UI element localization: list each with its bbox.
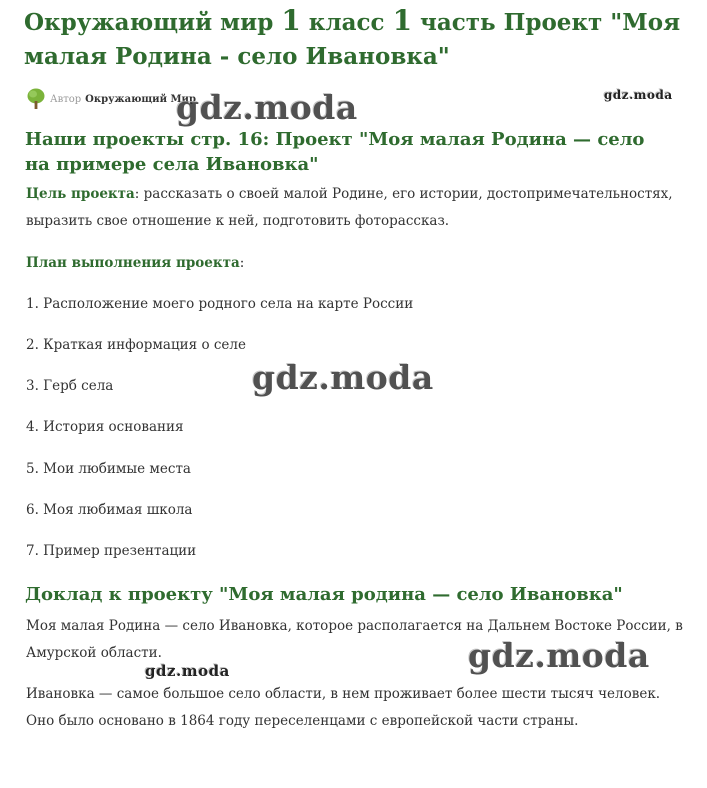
- goal-label: Цель проекта: [26, 186, 135, 202]
- plan-item: 2. Краткая информация о селе: [26, 337, 246, 353]
- section-heading-projects: Наши проекты стр. 16: Проект "Моя малая Родина — село на примере села Ивановка": [25, 129, 645, 175]
- author-name[interactable]: Окружающий Мир: [85, 93, 196, 105]
- report-paragraph-2: Ивановка — самое большое село области, в нем проживает более шести тысяч человек. Оно было основано в 1864 году переселенцами с европейской части страны.: [26, 686, 661, 729]
- watermark-top-right: gdz.moda: [604, 88, 673, 102]
- plan-item: 6. Моя любимая школа: [26, 502, 193, 518]
- title-part-3: часть Проект "Моя малая Родина - село Ивановка": [24, 9, 681, 70]
- report-paragraph-1: Моя малая Родина — село Ивановка, которое располагается на Дальнем Востоке России, в Амурской области.: [26, 618, 683, 661]
- title-number-2: 1: [392, 4, 413, 37]
- plan-item: 4. История основания: [26, 419, 184, 435]
- title-part-2: класс: [300, 9, 393, 36]
- plan-item: 3. Герб села: [26, 378, 114, 394]
- plan-item: 7. Пример презентации: [26, 543, 197, 559]
- plan-label: План выполнения проекта: [26, 255, 240, 271]
- watermark-bottom-right: gdz.moda: [468, 636, 650, 675]
- project-goal: [26, 181, 686, 235]
- watermark-bottom-left: gdz.moda: [145, 662, 230, 680]
- section-heading-report: Доклад к проекту "Моя малая родина — село Ивановка": [25, 584, 623, 605]
- plan-item: 1. Расположение моего родного села на карте России: [26, 296, 414, 312]
- plan-item: 5. Мои любимые места: [26, 461, 191, 477]
- page-title: [24, 4, 684, 74]
- goal-text: : рассказать о своей малой Родине, его истории, достопримечательностях, выразить свое отношение к ней, подготовить фоторассказ.: [26, 186, 673, 229]
- author-label: Автор: [50, 93, 82, 105]
- plan-colon: :: [239, 255, 245, 271]
- title-number-1: 1: [281, 4, 301, 37]
- title-part-1: Окружающий мир: [24, 9, 282, 36]
- plan-heading: [26, 253, 244, 273]
- watermark-middle: gdz.moda: [252, 358, 434, 397]
- author-row: [26, 88, 196, 110]
- tree-icon: [26, 88, 46, 110]
- watermark-top: gdz.moda: [176, 88, 358, 127]
